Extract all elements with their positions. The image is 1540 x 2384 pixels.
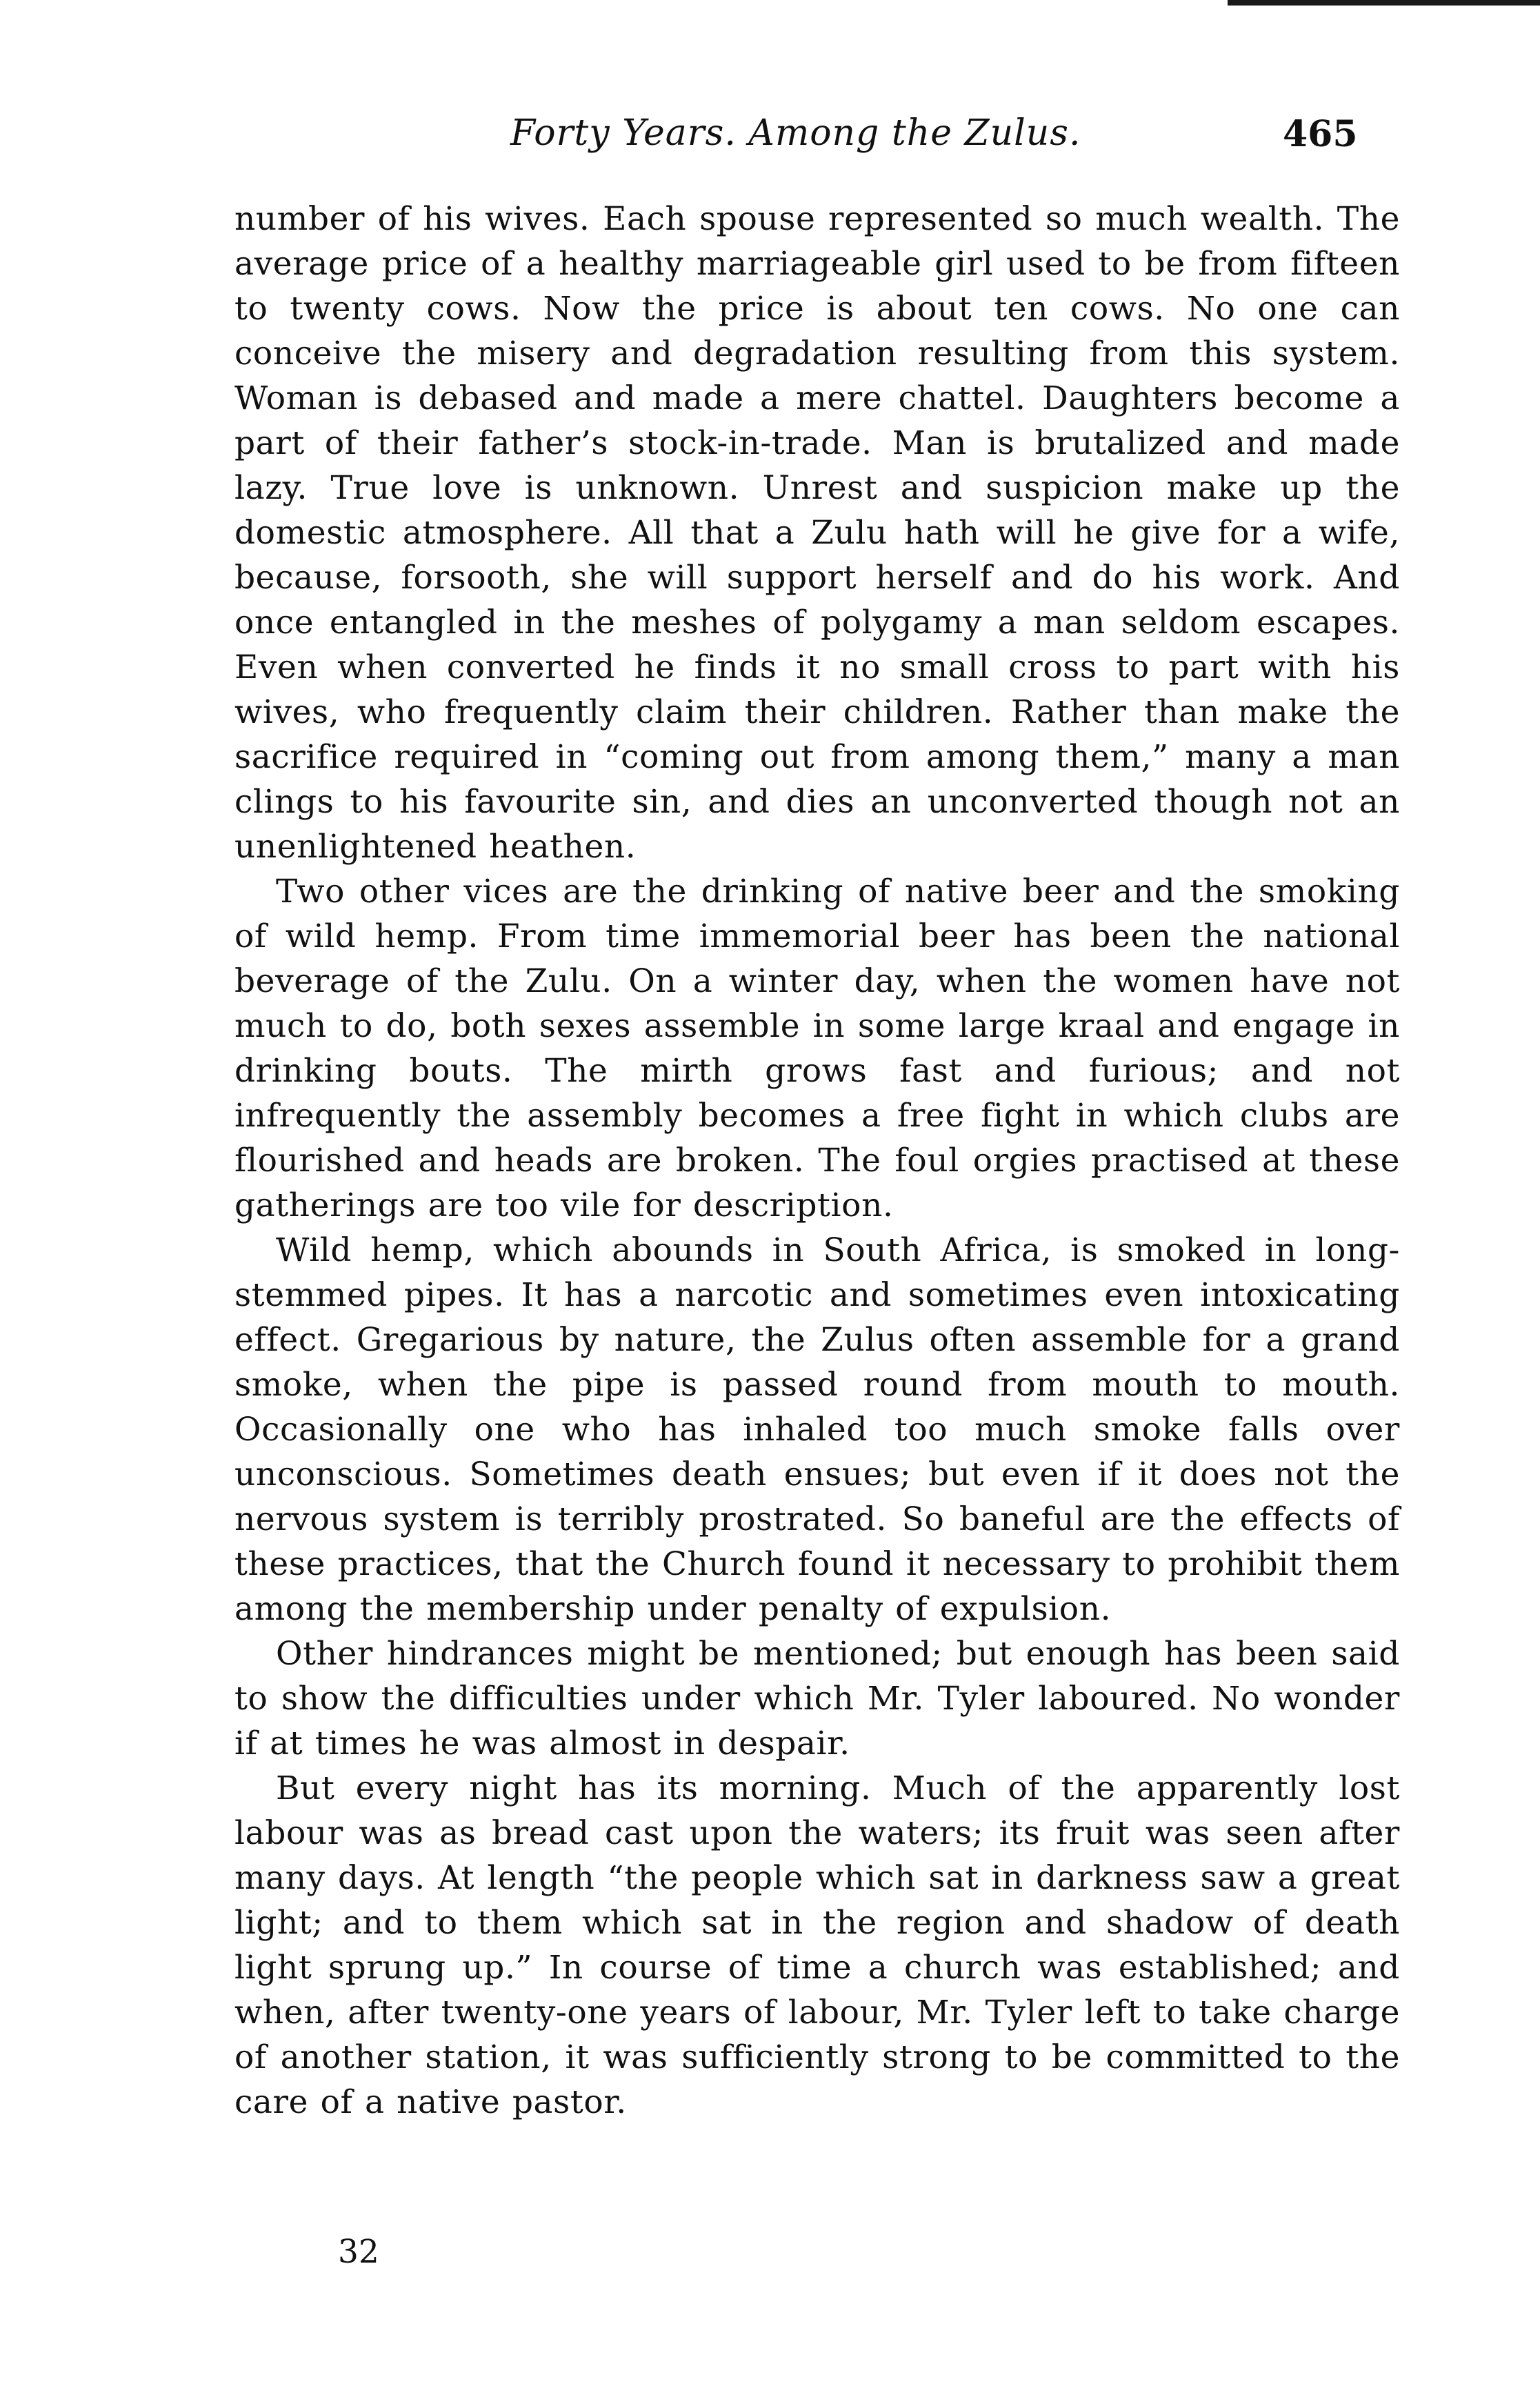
page-body bbox=[234, 197, 1400, 2125]
paragraph-wild-hemp: Wild hemp, which abounds in South Africa, is smoked in long-stemmed pipes. It has a narcotic and sometimes even intoxicating effect. Gregarious by nature, the Zulus often assemble for a grand smoke, when the pipe is passed round from mouth to mouth. Occasionally one who has inhaled too much smoke falls over unconscious. Sometimes death ensues; but even if it does not the nervous system is terribly prostrated. So baneful are the effects of these practices, that the Church found it necessary to prohibit them among the membership under penalty of expulsion. bbox=[234, 1231, 1400, 1628]
top-edge-rule bbox=[1228, 0, 1540, 6]
paragraph-vices: Two other vices are the drinking of native beer and the smoking of wild hemp. From time immemorial beer has been the national beverage of the Zulu. On a winter day, when the women have not much to do, both sexes assemble in some large kraal and engage in drinking bouts. The mirth grows fast and furious; and not infrequently the assembly becomes a free fight in which clubs are flourished and heads are broken. The foul orgies practised at these gatherings are too vile for description. bbox=[234, 873, 1400, 1224]
paragraph-hindrances: Other hindrances might be mentioned; but enough has been said to show the difficulties under which Mr. Tyler laboured. No wonder if at times he was almost in despair. bbox=[234, 1635, 1400, 1762]
signature-mark: 32 bbox=[338, 2233, 379, 2271]
paragraph-morning: But every night has its morning. Much of the apparently lost labour was as bread cast upon the waters; its fruit was seen after many days. At length “the people which sat in darkness saw a great light; and to them which sat in the region and shadow of death light sprung up.” In course of time a church was established; and when, after twenty-one years of labour, Mr. Tyler left to take charge of another station, it was sufficiently strong to be committed to the care of a native pastor. bbox=[234, 1769, 1400, 2121]
page-number: 465 bbox=[1283, 113, 1358, 155]
running-title: Forty Years. Among the Zulus. bbox=[510, 112, 1081, 154]
paragraph-continued: number of his wives. Each spouse represented so much wealth. The average price of a healthy marriageable girl used to be from fifteen to twenty cows. Now the price is about ten cows. No one can conceive the misery and degradation resulting from this system. Woman is debased and made a mere chattel. Daughters become a part of their father’s stock-in-trade. Man is brutalized and made lazy. True love is unknown. Unrest and suspicion make up the domestic atmosphere. All that a Zulu hath will he give for a wife, because, forsooth, she will support herself and do his work. And once entangled in the meshes of polygamy a man seldom escapes. Even when converted he finds it no small cross to part with his wives, who frequently claim their children. Rather than make the sacrifice required in “coming out from among them,” many a man clings to his favourite sin, and dies an unconverted though not an unenlightened heathen. bbox=[234, 200, 1400, 866]
